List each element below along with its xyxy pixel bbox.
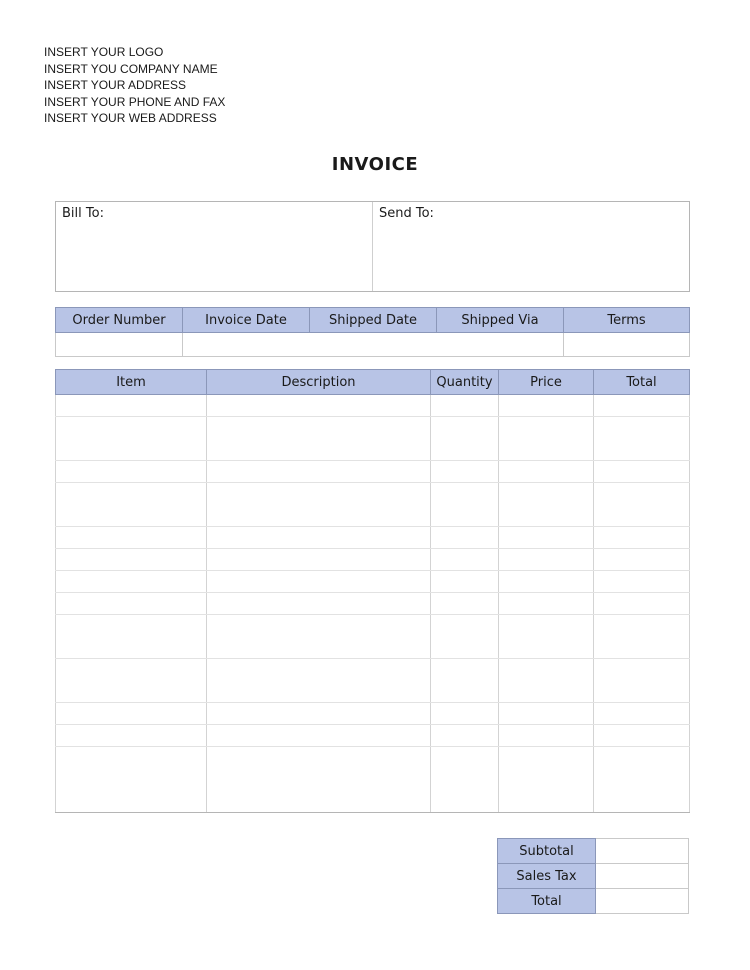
quantity-cell[interactable]	[431, 703, 499, 725]
order-number-header: Order Number	[56, 308, 183, 333]
quantity-cell[interactable]	[431, 549, 499, 571]
total-value[interactable]	[596, 889, 689, 914]
price-cell[interactable]	[499, 461, 594, 483]
description-cell[interactable]	[207, 461, 431, 483]
total-cell[interactable]	[594, 395, 690, 417]
table-row	[56, 395, 690, 417]
quantity-header: Quantity	[431, 370, 499, 395]
line-items-body	[56, 395, 690, 813]
price-cell[interactable]	[499, 571, 594, 593]
terms-header: Terms	[564, 308, 690, 333]
send-to-field[interactable]	[372, 202, 689, 291]
quantity-cell[interactable]	[431, 615, 499, 659]
price-cell[interactable]	[499, 395, 594, 417]
description-cell[interactable]	[207, 483, 431, 527]
price-cell[interactable]	[499, 527, 594, 549]
table-row	[56, 571, 690, 593]
table-row	[56, 527, 690, 549]
price-cell[interactable]	[499, 549, 594, 571]
table-row	[56, 615, 690, 659]
description-cell[interactable]	[207, 703, 431, 725]
quantity-cell[interactable]	[431, 395, 499, 417]
table-row	[56, 703, 690, 725]
item-cell[interactable]	[56, 703, 207, 725]
invoice-title: INVOICE	[331, 154, 419, 175]
total-cell[interactable]	[594, 725, 690, 747]
total-label: Total	[498, 889, 596, 914]
total-cell[interactable]	[594, 703, 690, 725]
shipped-via-header: Shipped Via	[437, 308, 564, 333]
bill-to-label: Bill To:	[62, 206, 104, 221]
item-cell[interactable]	[56, 725, 207, 747]
quantity-cell[interactable]	[431, 461, 499, 483]
description-cell[interactable]	[207, 527, 431, 549]
totals-table	[497, 838, 689, 914]
quantity-cell[interactable]	[431, 725, 499, 747]
subtotal-value[interactable]	[596, 839, 689, 864]
price-cell[interactable]	[499, 417, 594, 461]
company-info	[44, 44, 225, 127]
shipped-date-header: Shipped Date	[310, 308, 437, 333]
company-name-placeholder: INSERT YOU COMPANY NAME	[44, 61, 218, 76]
address-box	[55, 201, 690, 292]
phone-fax-placeholder: INSERT YOUR PHONE AND FAX	[44, 94, 226, 109]
invoice-date-header: Invoice Date	[183, 308, 310, 333]
total-cell[interactable]	[594, 593, 690, 615]
price-cell[interactable]	[499, 593, 594, 615]
quantity-cell[interactable]	[431, 659, 499, 703]
item-cell[interactable]	[56, 527, 207, 549]
total-cell[interactable]	[594, 417, 690, 461]
item-cell[interactable]	[56, 615, 207, 659]
total-cell[interactable]	[594, 549, 690, 571]
price-cell[interactable]	[499, 659, 594, 703]
item-cell[interactable]	[56, 461, 207, 483]
description-cell[interactable]	[207, 593, 431, 615]
price-header: Price	[499, 370, 594, 395]
total-cell[interactable]	[594, 483, 690, 527]
description-cell[interactable]	[207, 659, 431, 703]
terms-cell[interactable]	[564, 333, 690, 357]
price-cell[interactable]	[499, 615, 594, 659]
item-cell[interactable]	[56, 571, 207, 593]
quantity-cell[interactable]	[431, 747, 499, 813]
table-row	[56, 593, 690, 615]
total-cell[interactable]	[594, 747, 690, 813]
item-cell[interactable]	[56, 549, 207, 571]
item-cell[interactable]	[56, 659, 207, 703]
line-items-table	[55, 369, 690, 813]
item-cell[interactable]	[56, 747, 207, 813]
description-cell[interactable]	[207, 417, 431, 461]
price-cell[interactable]	[499, 483, 594, 527]
total-cell[interactable]	[594, 615, 690, 659]
table-row	[56, 483, 690, 527]
total-cell[interactable]	[594, 461, 690, 483]
table-row	[56, 747, 690, 813]
description-header: Description	[207, 370, 431, 395]
table-row	[56, 549, 690, 571]
order-number-cell[interactable]	[56, 333, 183, 357]
quantity-cell[interactable]	[431, 571, 499, 593]
item-header: Item	[56, 370, 207, 395]
bill-to-field[interactable]	[56, 202, 372, 291]
item-cell[interactable]	[56, 483, 207, 527]
total-cell[interactable]	[594, 571, 690, 593]
send-to-label: Send To:	[379, 206, 434, 221]
description-cell[interactable]	[207, 395, 431, 417]
description-cell[interactable]	[207, 615, 431, 659]
sales-tax-value[interactable]	[596, 864, 689, 889]
dates-via-cell[interactable]	[183, 333, 564, 357]
order-info-table	[55, 307, 690, 357]
sales-tax-label: Sales Tax	[498, 864, 596, 889]
item-cell[interactable]	[56, 395, 207, 417]
price-cell[interactable]	[499, 703, 594, 725]
description-cell[interactable]	[207, 549, 431, 571]
price-cell[interactable]	[499, 725, 594, 747]
subtotal-label: Subtotal	[498, 839, 596, 864]
quantity-cell[interactable]	[431, 527, 499, 549]
quantity-cell[interactable]	[431, 417, 499, 461]
total-cell[interactable]	[594, 659, 690, 703]
item-cell[interactable]	[56, 417, 207, 461]
total-cell[interactable]	[594, 527, 690, 549]
price-cell[interactable]	[499, 747, 594, 813]
logo-placeholder: INSERT YOUR LOGO	[44, 45, 164, 59]
description-cell[interactable]	[207, 571, 431, 593]
table-row	[56, 725, 690, 747]
description-cell[interactable]	[207, 747, 431, 813]
address-placeholder: INSERT YOUR ADDRESS	[44, 78, 187, 93]
item-cell[interactable]	[56, 593, 207, 615]
table-row	[56, 461, 690, 483]
quantity-cell[interactable]	[431, 483, 499, 527]
total-header: Total	[594, 370, 690, 395]
quantity-cell[interactable]	[431, 593, 499, 615]
table-row	[56, 659, 690, 703]
table-row	[56, 417, 690, 461]
description-cell[interactable]	[207, 725, 431, 747]
web-address-placeholder: INSERT YOUR WEB ADDRESS	[44, 111, 217, 126]
